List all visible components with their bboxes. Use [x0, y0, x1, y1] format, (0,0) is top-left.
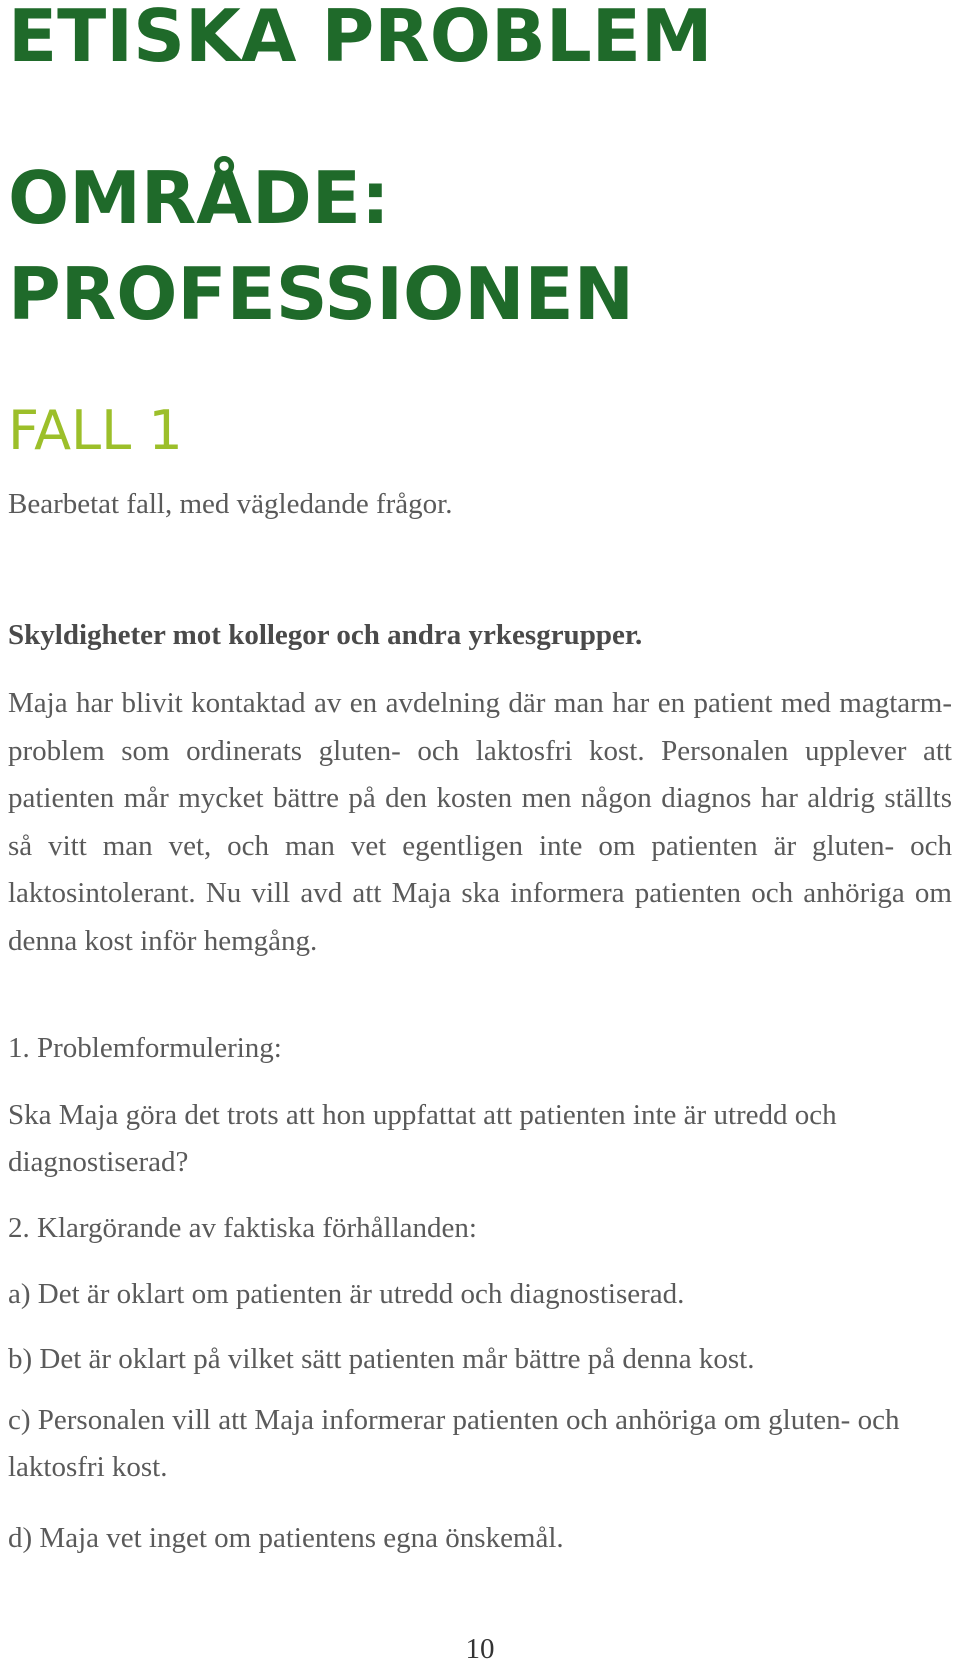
- page-title-line-2: OMRÅDE:: [8, 156, 390, 240]
- page-title-line-3: PROFESSIONEN: [8, 252, 634, 336]
- list-item-b: b) Det är oklart på vilket sätt patienten mår bättre på denna kost.: [8, 1343, 755, 1375]
- case-description: Maja har blivit kontaktad av en avdelning där man har en patient med magtarm-problem som ordinerats gluten- och laktosfri kost. Personalen upplever att patienten mår mycket bättre på den kosten men någon diagnos har aldrig ställts så vitt man vet, och man vet egentligen inte om patienten är gluten- och laktosintolerant. Nu vill avd att Maja ska informera patienten och anhöriga om denna kost inför hemgång.: [8, 687, 952, 957]
- question-2-heading: 2. Klargörande av faktiska förhållanden:: [8, 1212, 477, 1244]
- list-item-d: d) Maja vet inget om patientens egna önskemål.: [8, 1522, 564, 1554]
- case-label: FALL 1: [8, 399, 183, 462]
- case-subtitle: Bearbetat fall, med vägledande frågor.: [8, 488, 453, 520]
- question-1-text: Ska Maja göra det trots att hon uppfattat att patienten inte är utredd och diagnostiserad?: [8, 1099, 837, 1178]
- question-1-heading: 1. Problemformulering:: [8, 1032, 282, 1064]
- list-item-c: c) Personalen vill att Maja informerar patienten och anhöriga om gluten- och laktosfri kost.: [8, 1404, 900, 1483]
- page-title-line-1: ETISKA PROBLEM: [8, 0, 713, 78]
- list-item-a: a) Det är oklart om patienten är utredd och diagnostiserad.: [8, 1278, 685, 1310]
- page-number: 10: [465, 1633, 495, 1665]
- section-heading: Skyldigheter mot kollegor och andra yrkesgrupper.: [8, 619, 643, 651]
